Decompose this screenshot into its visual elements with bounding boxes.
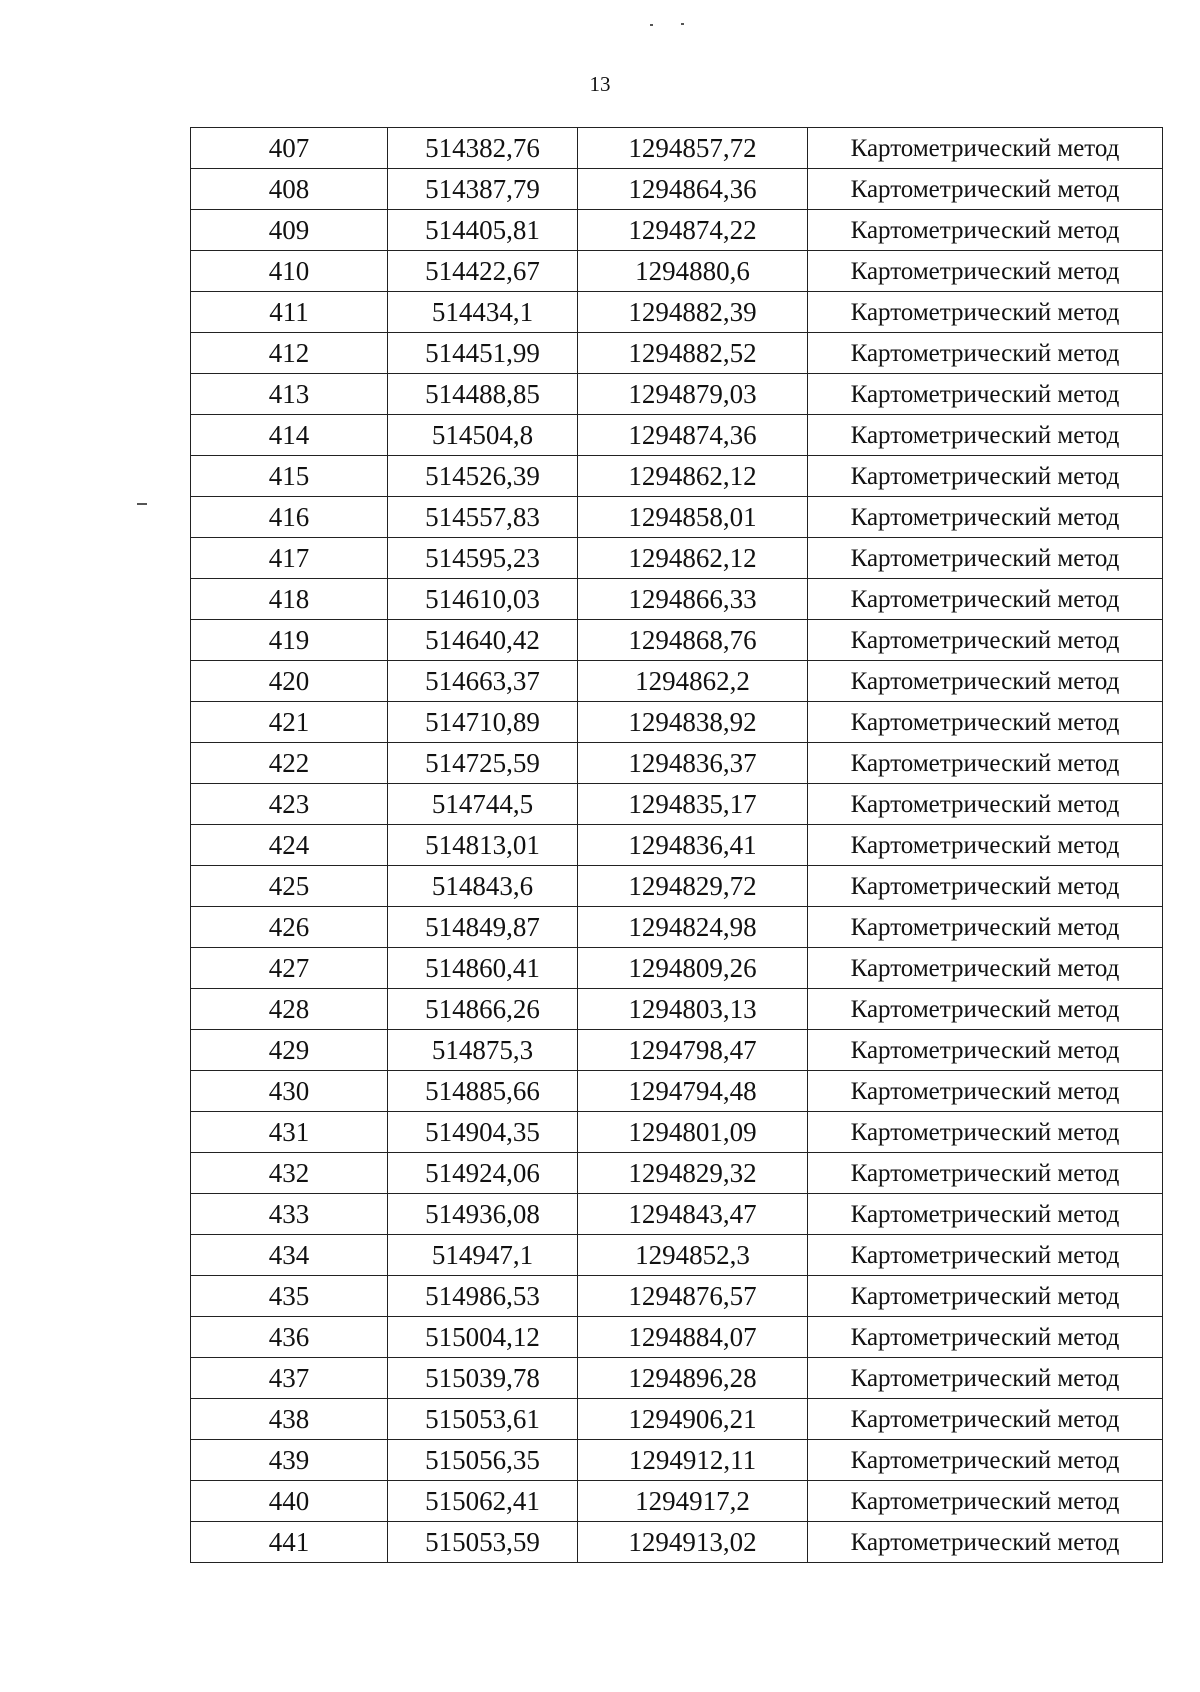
y-coordinate-cell: 1294862,2: [578, 661, 808, 702]
y-coordinate-cell: 1294864,36: [578, 169, 808, 210]
table-row: [191, 374, 1163, 415]
y-coordinate-cell: 1294896,28: [578, 1358, 808, 1399]
x-coordinate-cell: 514843,6: [388, 866, 578, 907]
method-cell: Картометрический метод: [808, 1030, 1163, 1071]
point-number-cell: 438: [191, 1399, 388, 1440]
x-coordinate-cell: 514924,06: [388, 1153, 578, 1194]
x-coordinate-cell: 515039,78: [388, 1358, 578, 1399]
x-coordinate-cell: 514595,23: [388, 538, 578, 579]
table-row: [191, 1481, 1163, 1522]
x-coordinate-cell: 514451,99: [388, 333, 578, 374]
table-row: [191, 866, 1163, 907]
x-coordinate-cell: 514504,8: [388, 415, 578, 456]
point-number-cell: 437: [191, 1358, 388, 1399]
method-cell: Картометрический метод: [808, 1235, 1163, 1276]
method-cell: Картометрический метод: [808, 1153, 1163, 1194]
table-row: [191, 1440, 1163, 1481]
y-coordinate-cell: 1294801,09: [578, 1112, 808, 1153]
point-number-cell: 413: [191, 374, 388, 415]
method-cell: Картометрический метод: [808, 702, 1163, 743]
method-cell: Картометрический метод: [808, 333, 1163, 374]
y-coordinate-cell: 1294884,07: [578, 1317, 808, 1358]
point-number-cell: 423: [191, 784, 388, 825]
scan-speck-top-right: [681, 23, 684, 25]
x-coordinate-cell: 515053,59: [388, 1522, 578, 1563]
x-coordinate-cell: 514744,5: [388, 784, 578, 825]
table-row: [191, 251, 1163, 292]
y-coordinate-cell: 1294809,26: [578, 948, 808, 989]
x-coordinate-cell: 514405,81: [388, 210, 578, 251]
method-cell: Картометрический метод: [808, 784, 1163, 825]
x-coordinate-cell: 514640,42: [388, 620, 578, 661]
y-coordinate-cell: 1294880,6: [578, 251, 808, 292]
method-cell: Картометрический метод: [808, 415, 1163, 456]
point-number-cell: 425: [191, 866, 388, 907]
method-cell: Картометрический метод: [808, 1399, 1163, 1440]
x-coordinate-cell: 515056,35: [388, 1440, 578, 1481]
y-coordinate-cell: 1294835,17: [578, 784, 808, 825]
y-coordinate-cell: 1294862,12: [578, 538, 808, 579]
table-row: [191, 292, 1163, 333]
method-cell: Картометрический метод: [808, 579, 1163, 620]
x-coordinate-cell: 514382,76: [388, 128, 578, 169]
y-coordinate-cell: 1294879,03: [578, 374, 808, 415]
table-row: [191, 1522, 1163, 1563]
y-coordinate-cell: 1294876,57: [578, 1276, 808, 1317]
y-coordinate-cell: 1294803,13: [578, 989, 808, 1030]
point-number-cell: 414: [191, 415, 388, 456]
y-coordinate-cell: 1294843,47: [578, 1194, 808, 1235]
point-number-cell: 411: [191, 292, 388, 333]
y-coordinate-cell: 1294882,52: [578, 333, 808, 374]
table-row: [191, 1153, 1163, 1194]
method-cell: Картометрический метод: [808, 1317, 1163, 1358]
point-number-cell: 431: [191, 1112, 388, 1153]
point-number-cell: 424: [191, 825, 388, 866]
y-coordinate-cell: 1294829,32: [578, 1153, 808, 1194]
table-row: [191, 538, 1163, 579]
y-coordinate-cell: 1294913,02: [578, 1522, 808, 1563]
point-number-cell: 419: [191, 620, 388, 661]
method-cell: Картометрический метод: [808, 538, 1163, 579]
y-coordinate-cell: 1294857,72: [578, 128, 808, 169]
table-row: [191, 784, 1163, 825]
table-row: [191, 1399, 1163, 1440]
table-row: [191, 702, 1163, 743]
table-row: [191, 210, 1163, 251]
table-row: [191, 333, 1163, 374]
table-row: [191, 128, 1163, 169]
point-number-cell: 415: [191, 456, 388, 497]
table-row: [191, 948, 1163, 989]
y-coordinate-cell: 1294912,11: [578, 1440, 808, 1481]
point-number-cell: 428: [191, 989, 388, 1030]
x-coordinate-cell: 514866,26: [388, 989, 578, 1030]
y-coordinate-cell: 1294829,72: [578, 866, 808, 907]
table-row: [191, 989, 1163, 1030]
y-coordinate-cell: 1294874,36: [578, 415, 808, 456]
point-number-cell: 439: [191, 1440, 388, 1481]
scan-speck-top-left: [650, 24, 653, 26]
table-row: [191, 1317, 1163, 1358]
y-coordinate-cell: 1294838,92: [578, 702, 808, 743]
y-coordinate-cell: 1294824,98: [578, 907, 808, 948]
y-coordinate-cell: 1294874,22: [578, 210, 808, 251]
x-coordinate-cell: 514488,85: [388, 374, 578, 415]
point-number-cell: 435: [191, 1276, 388, 1317]
scan-speck-left-margin: [137, 503, 147, 505]
coordinates-table: [190, 127, 1163, 1563]
method-cell: Картометрический метод: [808, 1358, 1163, 1399]
method-cell: Картометрический метод: [808, 128, 1163, 169]
method-cell: Картометрический метод: [808, 251, 1163, 292]
table-row: [191, 1071, 1163, 1112]
y-coordinate-cell: 1294858,01: [578, 497, 808, 538]
x-coordinate-cell: 514610,03: [388, 579, 578, 620]
x-coordinate-cell: 514526,39: [388, 456, 578, 497]
table-row: [191, 825, 1163, 866]
y-coordinate-cell: 1294868,76: [578, 620, 808, 661]
point-number-cell: 417: [191, 538, 388, 579]
method-cell: Картометрический метод: [808, 743, 1163, 784]
point-number-cell: 421: [191, 702, 388, 743]
point-number-cell: 407: [191, 128, 388, 169]
x-coordinate-cell: 514986,53: [388, 1276, 578, 1317]
y-coordinate-cell: 1294862,12: [578, 456, 808, 497]
x-coordinate-cell: 514710,89: [388, 702, 578, 743]
x-coordinate-cell: 514663,37: [388, 661, 578, 702]
x-coordinate-cell: 514936,08: [388, 1194, 578, 1235]
point-number-cell: 434: [191, 1235, 388, 1276]
y-coordinate-cell: 1294917,2: [578, 1481, 808, 1522]
table-row: [191, 1030, 1163, 1071]
table-row: [191, 1276, 1163, 1317]
x-coordinate-cell: 514434,1: [388, 292, 578, 333]
x-coordinate-cell: 514885,66: [388, 1071, 578, 1112]
x-coordinate-cell: 514725,59: [388, 743, 578, 784]
x-coordinate-cell: 514875,3: [388, 1030, 578, 1071]
x-coordinate-cell: 514904,35: [388, 1112, 578, 1153]
method-cell: Картометрический метод: [808, 907, 1163, 948]
point-number-cell: 410: [191, 251, 388, 292]
y-coordinate-cell: 1294794,48: [578, 1071, 808, 1112]
point-number-cell: 408: [191, 169, 388, 210]
method-cell: Картометрический метод: [808, 1276, 1163, 1317]
method-cell: Картометрический метод: [808, 1440, 1163, 1481]
x-coordinate-cell: 514557,83: [388, 497, 578, 538]
point-number-cell: 441: [191, 1522, 388, 1563]
page-number: 13: [589, 72, 611, 96]
coordinates-table-body: [191, 128, 1163, 1563]
method-cell: Картометрический метод: [808, 374, 1163, 415]
x-coordinate-cell: 515053,61: [388, 1399, 578, 1440]
method-cell: Картометрический метод: [808, 1071, 1163, 1112]
point-number-cell: 422: [191, 743, 388, 784]
table-row: [191, 1235, 1163, 1276]
method-cell: Картометрический метод: [808, 169, 1163, 210]
method-cell: Картометрический метод: [808, 1194, 1163, 1235]
table-row: [191, 456, 1163, 497]
point-number-cell: 429: [191, 1030, 388, 1071]
point-number-cell: 440: [191, 1481, 388, 1522]
x-coordinate-cell: 514849,87: [388, 907, 578, 948]
method-cell: Картометрический метод: [808, 620, 1163, 661]
table-row: [191, 661, 1163, 702]
method-cell: Картометрический метод: [808, 292, 1163, 333]
method-cell: Картометрический метод: [808, 1112, 1163, 1153]
point-number-cell: 418: [191, 579, 388, 620]
point-number-cell: 432: [191, 1153, 388, 1194]
method-cell: Картометрический метод: [808, 456, 1163, 497]
y-coordinate-cell: 1294852,3: [578, 1235, 808, 1276]
y-coordinate-cell: 1294798,47: [578, 1030, 808, 1071]
point-number-cell: 412: [191, 333, 388, 374]
y-coordinate-cell: 1294836,37: [578, 743, 808, 784]
table-row: [191, 1112, 1163, 1153]
method-cell: Картометрический метод: [808, 825, 1163, 866]
method-cell: Картометрический метод: [808, 497, 1163, 538]
table-row: [191, 169, 1163, 210]
y-coordinate-cell: 1294866,33: [578, 579, 808, 620]
table-row: [191, 1194, 1163, 1235]
table-row: [191, 579, 1163, 620]
method-cell: Картометрический метод: [808, 948, 1163, 989]
method-cell: Картометрический метод: [808, 661, 1163, 702]
table-row: [191, 907, 1163, 948]
point-number-cell: 409: [191, 210, 388, 251]
x-coordinate-cell: 514813,01: [388, 825, 578, 866]
method-cell: Картометрический метод: [808, 210, 1163, 251]
table-row: [191, 415, 1163, 456]
y-coordinate-cell: 1294836,41: [578, 825, 808, 866]
table-row: [191, 497, 1163, 538]
point-number-cell: 426: [191, 907, 388, 948]
x-coordinate-cell: 514422,67: [388, 251, 578, 292]
method-cell: Картометрический метод: [808, 866, 1163, 907]
method-cell: Картометрический метод: [808, 1522, 1163, 1563]
x-coordinate-cell: 515004,12: [388, 1317, 578, 1358]
x-coordinate-cell: 514387,79: [388, 169, 578, 210]
y-coordinate-cell: 1294906,21: [578, 1399, 808, 1440]
x-coordinate-cell: 514860,41: [388, 948, 578, 989]
method-cell: Картометрический метод: [808, 989, 1163, 1030]
x-coordinate-cell: 515062,41: [388, 1481, 578, 1522]
point-number-cell: 416: [191, 497, 388, 538]
table-row: [191, 620, 1163, 661]
x-coordinate-cell: 514947,1: [388, 1235, 578, 1276]
point-number-cell: 430: [191, 1071, 388, 1112]
point-number-cell: 427: [191, 948, 388, 989]
table-row: [191, 743, 1163, 784]
point-number-cell: 433: [191, 1194, 388, 1235]
point-number-cell: 436: [191, 1317, 388, 1358]
method-cell: Картометрический метод: [808, 1481, 1163, 1522]
y-coordinate-cell: 1294882,39: [578, 292, 808, 333]
table-row: [191, 1358, 1163, 1399]
point-number-cell: 420: [191, 661, 388, 702]
